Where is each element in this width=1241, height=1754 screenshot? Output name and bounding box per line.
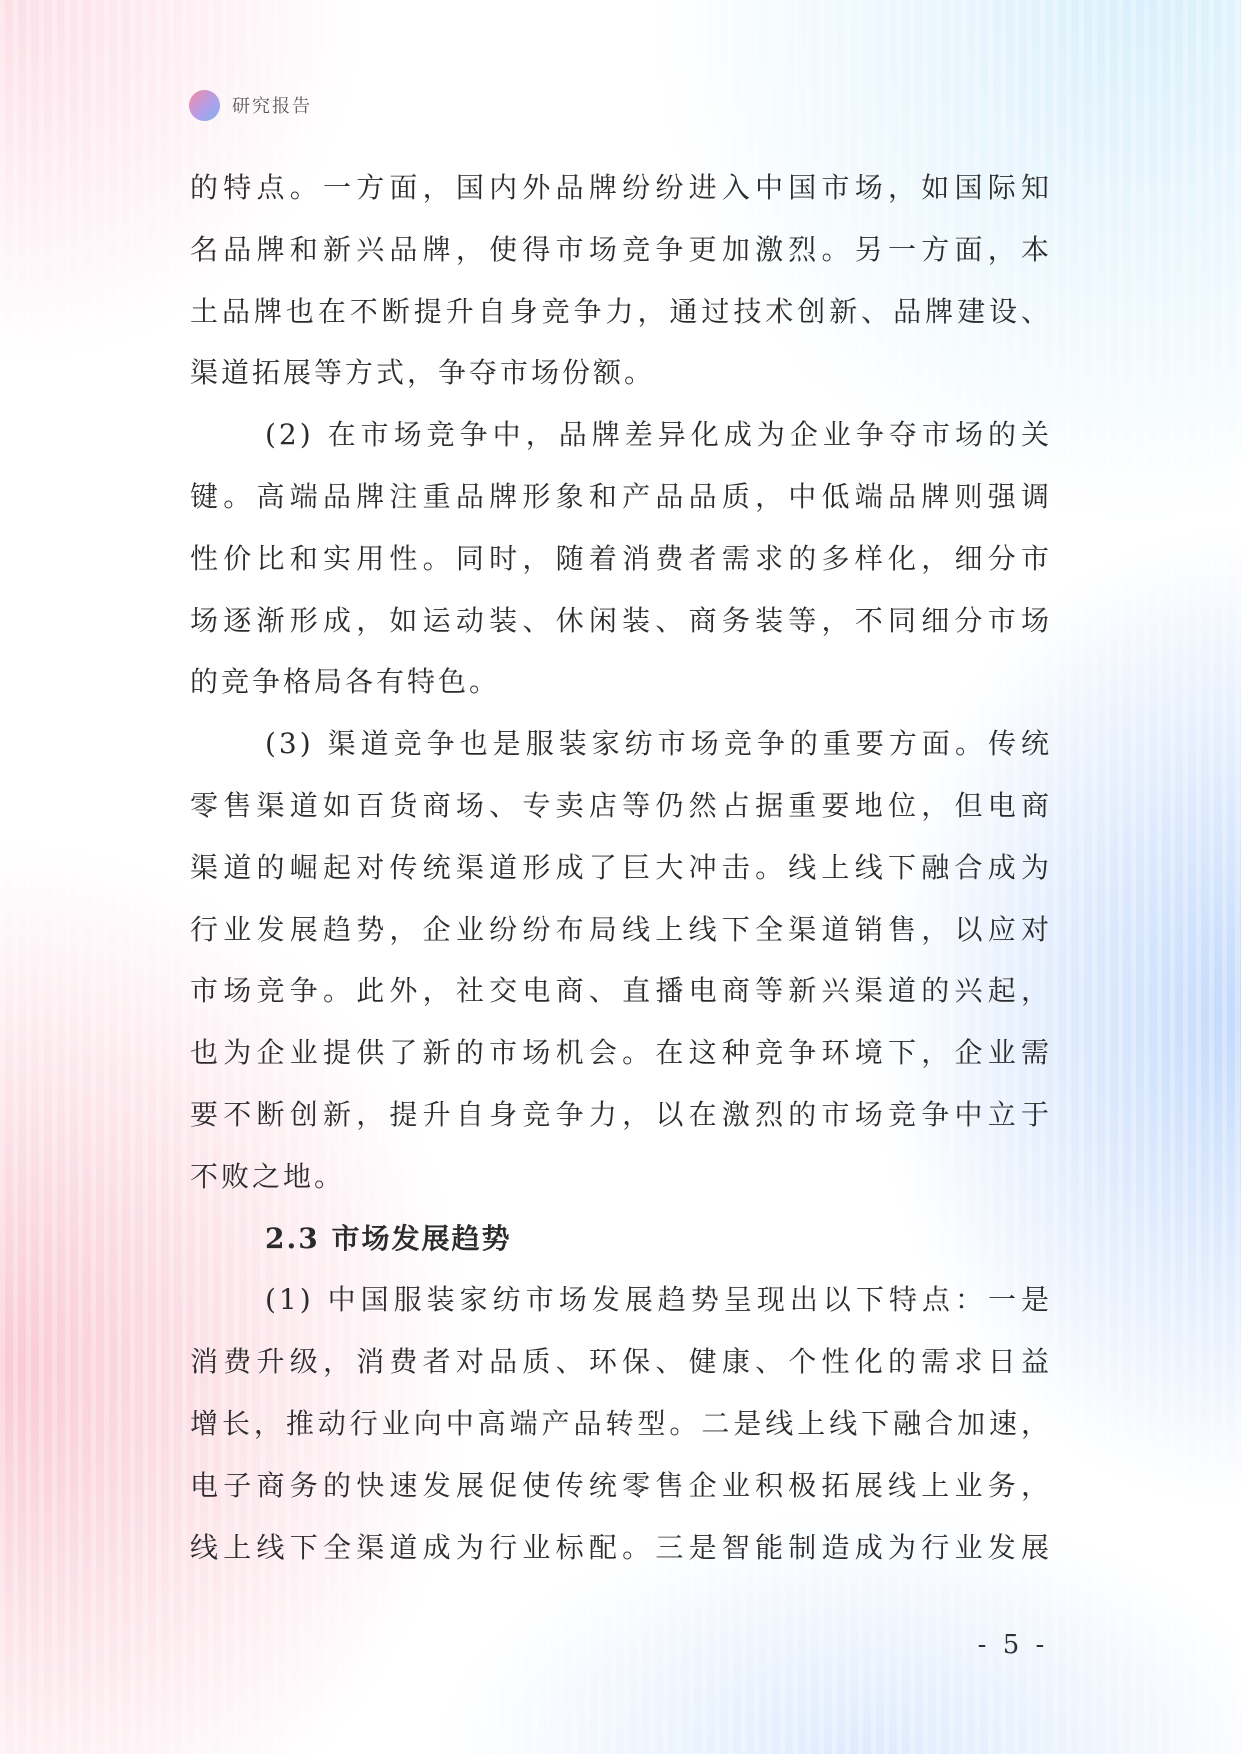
paragraph-line: 市场竞争。此外，社交电商、直播电商等新兴渠道的兴起，	[190, 974, 1052, 1008]
report-header-label: 研究报告	[232, 96, 312, 117]
paragraph-line: 名品牌和新兴品牌，使得市场竞争更加激烈。另一方面，本	[190, 232, 1052, 266]
paragraph-line: 场逐渐形成，如运动装、休闲装、商务装等，不同细分市场	[190, 603, 1052, 637]
paragraph-line: 渠道的崛起对传统渠道形成了巨大冲击。线上线下融合成为	[190, 850, 1052, 884]
paragraph-line: 行业发展趋势，企业纷纷布局线上线下全渠道销售，以应对	[190, 912, 1052, 946]
paragraph-line: 土品牌也在不断提升自身竞争力，通过技术创新、品牌建设、	[190, 294, 1052, 328]
section-heading: 2.3 市场发展趋势	[265, 1221, 512, 1255]
report-header	[189, 89, 312, 121]
document-body	[190, 157, 1052, 1578]
paragraph-line: 性价比和实用性。同时，随着消费者需求的多样化，细分市	[190, 541, 1052, 575]
page-number: - 5 -	[977, 1630, 1049, 1660]
paragraph-line: 零售渠道如百货商场、专卖店等仍然占据重要地位，但电商	[190, 788, 1052, 822]
paragraph-line: 增长，推动行业向中高端产品转型。二是线上线下融合加速，	[190, 1406, 1052, 1440]
paragraph-line: 的竞争格局各有特色。	[190, 665, 501, 699]
paragraph-line: 消费升级，消费者对品质、环保、健康、个性化的需求日益	[190, 1345, 1052, 1379]
paragraph-line: 不败之地。	[190, 1159, 346, 1193]
paragraph-line: 也为企业提供了新的市场机会。在这种竞争环境下，企业需	[190, 1036, 1052, 1070]
paragraph-line: 线上线下全渠道成为行业标配。三是智能制造成为行业发展	[190, 1530, 1052, 1564]
paragraph-line: 电子商务的快速发展促使传统零售企业积极拓展线上业务，	[190, 1468, 1052, 1502]
paragraph-line: (1) 中国服装家纺市场发展趋势呈现出以下特点：一是	[265, 1283, 1052, 1317]
paragraph-line: 要不断创新，提升自身竞争力，以在激烈的市场竞争中立于	[190, 1097, 1052, 1131]
paragraph-line: 的特点。一方面，国内外品牌纷纷进入中国市场，如国际知	[190, 171, 1052, 204]
paragraph-line: (3) 渠道竞争也是服装家纺市场竞争的重要方面。传统	[265, 727, 1052, 761]
paragraph-line: 键。高端品牌注重品牌形象和产品品质，中低端品牌则强调	[190, 479, 1052, 513]
paragraph-line: 渠道拓展等方式，争夺市场份额。	[190, 356, 656, 390]
report-logo-icon	[189, 90, 220, 121]
paragraph-line: (2) 在市场竞争中，品牌差异化成为企业争夺市场的关	[265, 418, 1052, 452]
